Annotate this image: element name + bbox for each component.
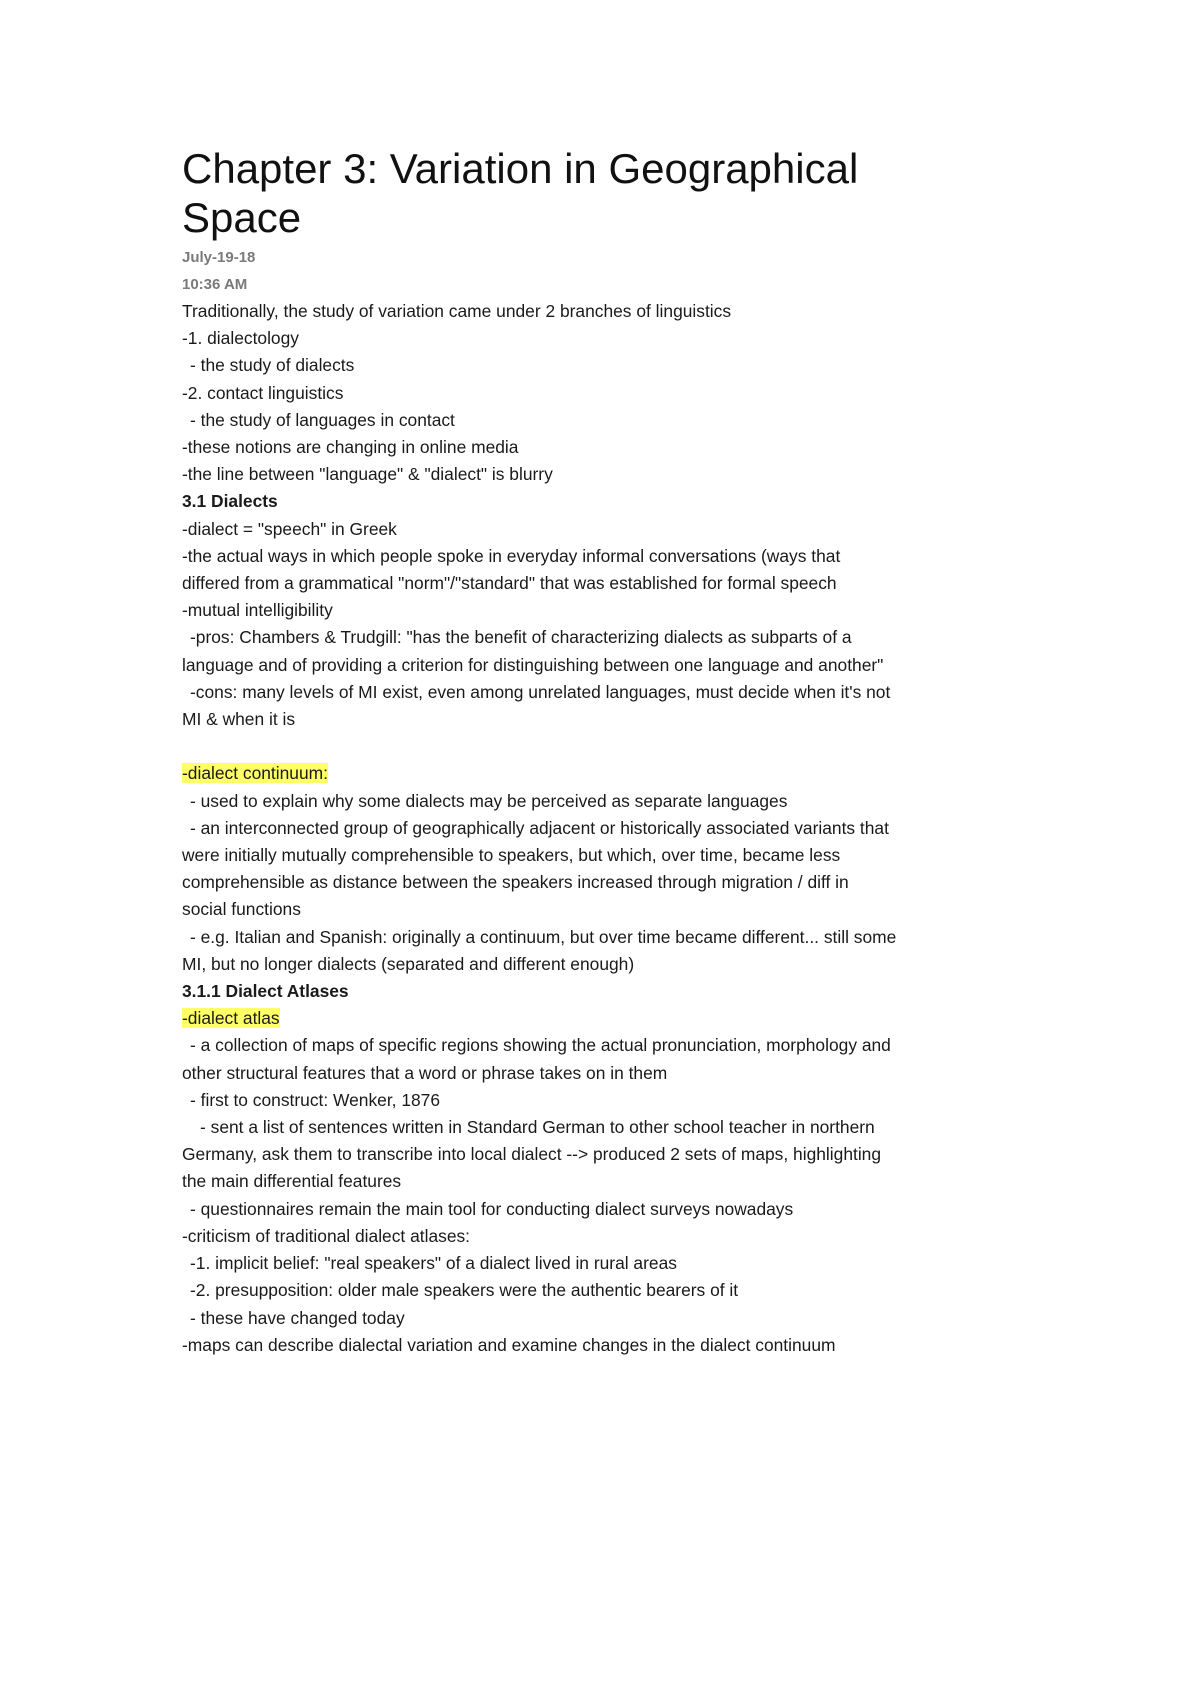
text-line: -the line between "language" & "dialect" is blurry (182, 464, 553, 485)
text-line: -mutual intelligibility (182, 600, 333, 621)
text-line: MI, but no longer dialects (separated and different enough) (182, 953, 635, 974)
note-date: July-19-18 (182, 249, 256, 266)
text-line: Traditionally, the study of variation came under 2 branches of linguistics (182, 301, 732, 321)
text-line: differed from a grammatical "norm"/"standard" that was established for formal speech (182, 573, 837, 594)
text-line: - first to construct: Wenker, 1876 (190, 1089, 441, 1110)
section-heading: 3.1.1 Dialect Atlases (182, 981, 349, 1002)
text-line: - sent a list of sentences written in Standard German to other school teacher in northern (200, 1117, 875, 1138)
highlighted-text: -dialect atlas (182, 1008, 280, 1029)
text-line: - the study of dialects (190, 355, 355, 376)
note-time: 10:36 AM (182, 276, 248, 293)
text-line: -maps can describe dialectal variation and examine changes in the dialect continuum (182, 1334, 836, 1355)
text-line: Germany, ask them to transcribe into local dialect --> produced 2 sets of maps, highlighting (182, 1144, 882, 1165)
section-heading: 3.1 Dialects (182, 491, 278, 512)
text-line: -these notions are changing in online media (182, 437, 519, 458)
highlighted-line (182, 1005, 1062, 1032)
blank-line (182, 733, 1062, 760)
page-title: Chapter 3: Variation in Geographical Space (182, 145, 859, 241)
note-content (182, 144, 1062, 1359)
text-line: - e.g. Italian and Spanish: originally a continuum, but over time became different... still some (190, 926, 897, 947)
text-line: -pros: Chambers & Trudgill: "has the benefit of characterizing dialects as subparts of a (190, 627, 852, 648)
text-line: -criticism of traditional dialect atlases: (182, 1225, 471, 1246)
text-line: -1. implicit belief: "real speakers" of a dialect lived in rural areas (190, 1253, 677, 1274)
text-line: language and of providing a criterion for distinguishing between one language and another" (182, 654, 884, 675)
text-line: - these have changed today (190, 1307, 405, 1328)
text-line: were initially mutually comprehensible to speakers, but which, over time, became less (182, 845, 841, 866)
text-line: -dialect = "speech" in Greek (182, 518, 397, 539)
text-line: -2. contact linguistics (182, 382, 344, 403)
text-line: other structural features that a word or phrase takes on in them (182, 1062, 668, 1083)
text-line: - a collection of maps of specific regions showing the actual pronunciation, morphology and (190, 1035, 891, 1056)
text-line: - used to explain why some dialects may be perceived as separate languages (190, 790, 788, 811)
highlighted-line (182, 760, 1062, 787)
text-line: -1. dialectology (182, 328, 299, 349)
text-line: the main differential features (182, 1171, 402, 1192)
text-line: comprehensible as distance between the speakers increased through migration / diff in (182, 872, 849, 893)
text-line: MI & when it is (182, 709, 296, 730)
text-line: -cons: many levels of MI exist, even among unrelated languages, must decide when it's not (190, 681, 891, 702)
text-line: social functions (182, 899, 301, 920)
text-line: - the study of languages in contact (190, 409, 455, 430)
highlighted-text: -dialect continuum: (182, 763, 328, 784)
text-line: -2. presupposition: older male speakers were the authentic bearers of it (190, 1280, 739, 1301)
text-line: -the actual ways in which people spoke in everyday informal conversations (ways that (182, 545, 841, 566)
text-line: - questionnaires remain the main tool for conducting dialect surveys nowadays (190, 1198, 794, 1219)
text-line: - an interconnected group of geographically adjacent or historically associated variants that (190, 817, 889, 838)
